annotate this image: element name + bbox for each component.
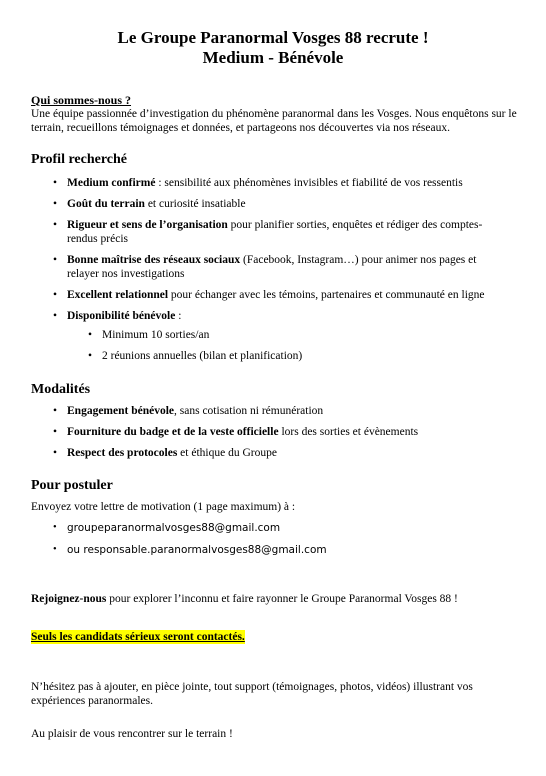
item-text: lors des sorties et évènements [278, 426, 419, 438]
item-text: pour échanger avec les témoins, partenaires et communauté en ligne [168, 289, 485, 301]
contact-list [53, 521, 453, 565]
bullet-icon: • [53, 522, 57, 533]
email-text[interactable]: ou responsable.paranormalvosges88@gmail.com [67, 544, 327, 556]
item-bold: Bonne maîtrise des réseaux sociaux [67, 254, 241, 266]
list-item [53, 446, 503, 460]
intro-paragraph: Une équipe passionnée d’investigation du phénomène paranormal dans les Vosges. Nous enquêtons sur le terrain, recueillons témoignages et données, et partageons nos découvertes via nos réseaux. [31, 108, 517, 134]
item-text: , sans cotisation ni rémunération [174, 405, 324, 417]
item-bold: Excellent relationnel [67, 289, 169, 301]
item-bold: Engagement bénévole [67, 405, 175, 417]
join-bold: Rejoignez-nous [31, 593, 107, 605]
bullet-icon: • [53, 405, 58, 417]
item-bold: Rigueur et sens de l’organisation [67, 219, 228, 231]
item-text: et curiosité insatiable [144, 198, 246, 210]
join-line [31, 592, 458, 606]
bullet-icon: • [88, 329, 93, 341]
modalites-list [53, 404, 503, 467]
bullet-icon: • [53, 219, 58, 231]
attachments-note: N’hésitez pas à ajouter, en pièce jointe, tout support (témoignages, photos, vidéos) illustrant vos expériences paranormales. [31, 681, 473, 707]
list-item [53, 309, 503, 323]
contact-email[interactable] [53, 521, 453, 535]
list-item [53, 218, 503, 246]
sub-list-item [88, 328, 388, 342]
item-bold: Medium confirmé [67, 177, 156, 189]
list-item [53, 404, 503, 418]
closing-line: Au plaisir de vous rencontrer sur le terrain ! [31, 728, 233, 740]
item-text: Minimum 10 sorties/an [102, 329, 210, 341]
profil-heading: Profil recherché [31, 152, 128, 167]
email-text[interactable]: groupeparanormalvosges88@gmail.com [67, 522, 281, 534]
item-text: (Facebook, Instagram…) pour animer nos pages et relayer nos investigations [67, 254, 477, 280]
bullet-icon: • [53, 254, 58, 266]
item-text: 2 réunions annuelles (bilan et planification) [102, 350, 303, 362]
list-item [53, 176, 503, 190]
item-text: et éthique du Groupe [177, 447, 277, 459]
list-item [53, 288, 503, 302]
bullet-icon: • [53, 289, 58, 301]
postuler-heading: Pour postuler [31, 478, 113, 493]
item-bold: Fourniture du badge et de la veste officielle [67, 426, 279, 438]
contact-email[interactable] [53, 543, 453, 557]
bullet-icon: • [53, 447, 58, 459]
bullet-icon: • [53, 198, 58, 210]
bullet-icon: • [88, 350, 93, 362]
sub-list-item [88, 349, 388, 363]
intro-heading: Qui sommes-nous ? [31, 93, 132, 107]
list-item [53, 425, 503, 439]
postuler-intro: Envoyez votre lettre de motivation (1 page maximum) à : [31, 501, 296, 513]
document-title: Le Groupe Paranormal Vosges 88 recrute ! [117, 28, 429, 47]
item-text: pour planifier sorties, enquêtes et rédiger des comptes-rendus précis [67, 219, 483, 245]
serious-candidates-note: Seuls les candidats sérieux seront contactés. [31, 631, 245, 643]
list-item [53, 197, 503, 211]
item-text: : sensibilité aux phénomènes invisibles et fiabilité de vos ressentis [155, 177, 463, 189]
join-text: pour explorer l’inconnu et faire rayonner le Groupe Paranormal Vosges 88 ! [106, 593, 458, 605]
item-bold: Respect des protocoles [67, 447, 178, 459]
bullet-icon: • [53, 310, 58, 322]
document-subtitle: Medium - Bénévole [202, 48, 344, 67]
item-bold: Disponibilité bénévole [67, 310, 176, 322]
bullet-icon: • [53, 544, 57, 555]
list-item [53, 253, 503, 281]
item-text: : [175, 310, 182, 322]
bullet-icon: • [53, 426, 58, 438]
profil-list [53, 176, 503, 330]
modalites-heading: Modalités [31, 382, 91, 397]
item-bold: Goût du terrain [67, 198, 145, 210]
bullet-icon: • [53, 177, 58, 189]
availability-sublist [88, 328, 388, 370]
